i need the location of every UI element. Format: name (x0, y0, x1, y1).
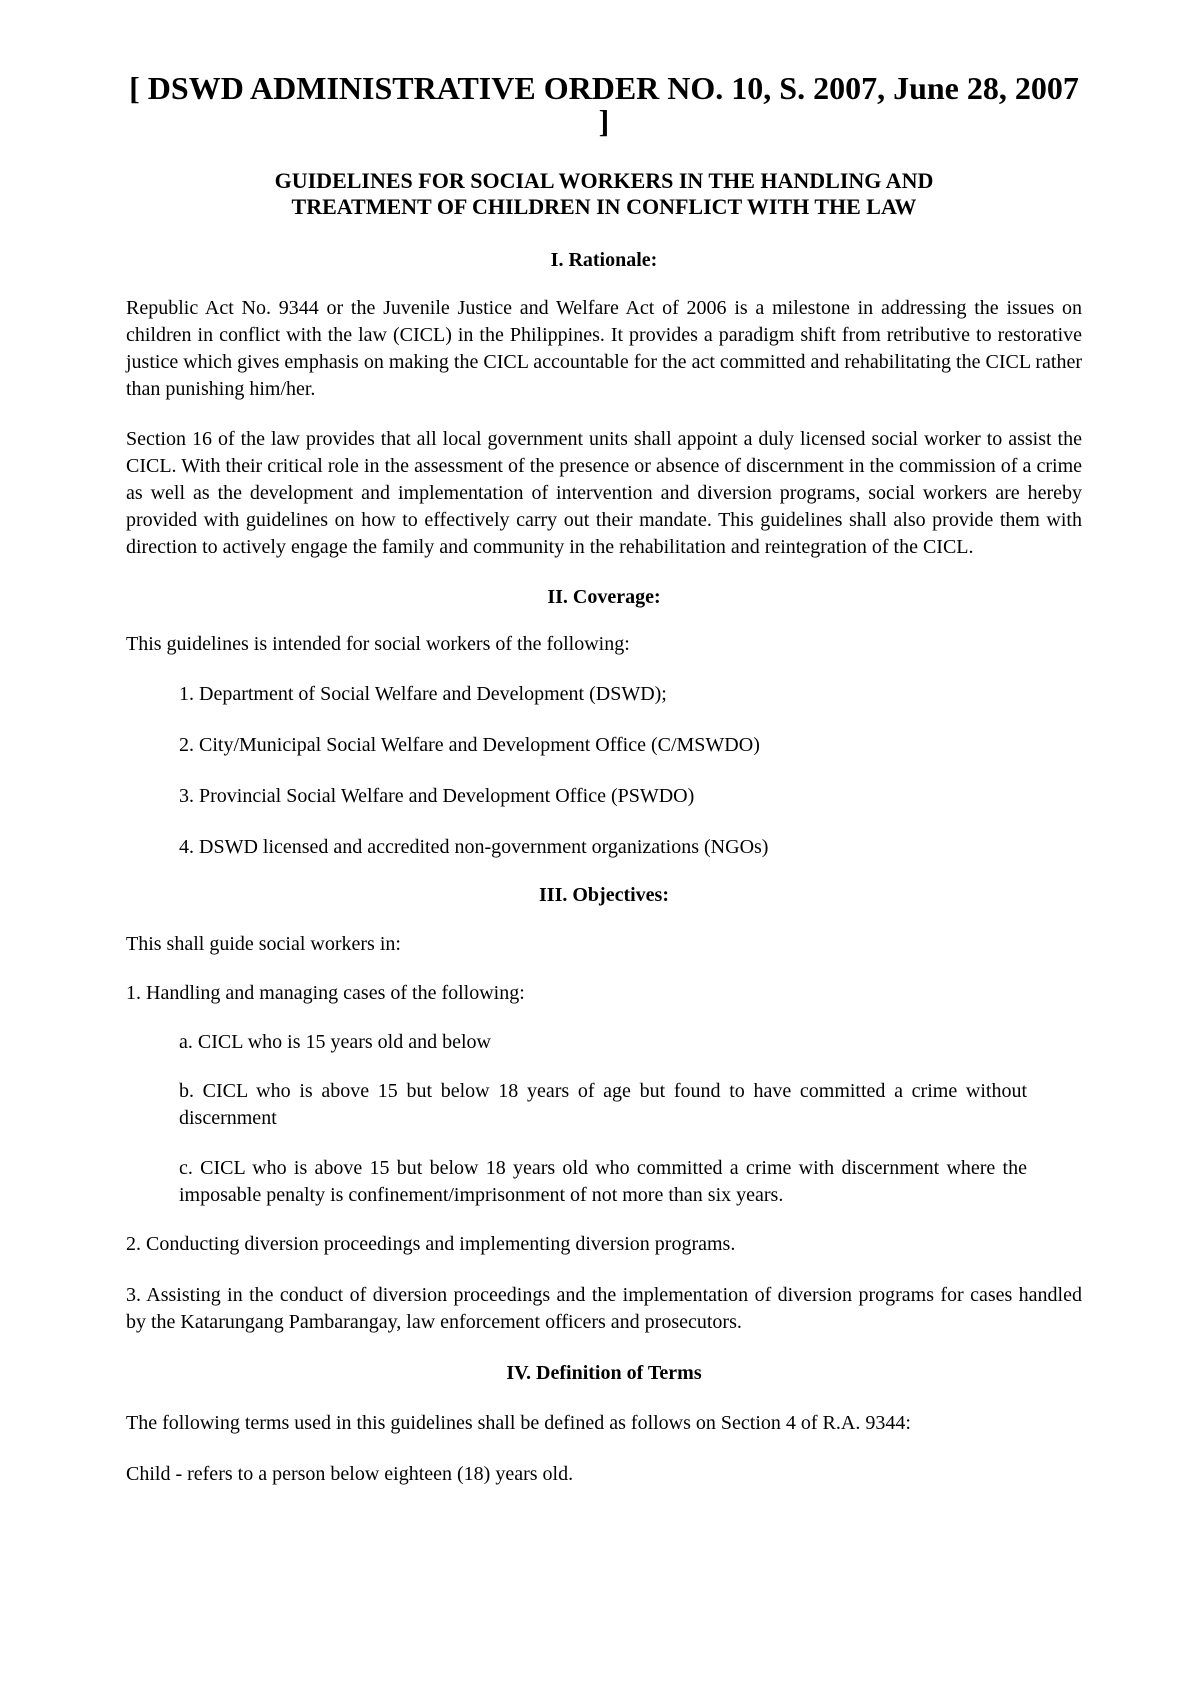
objectives-item-2: 2. Conducting diversion proceedings and implementing diversion programs. (126, 1233, 736, 1255)
document-page (126, 72, 1082, 1488)
coverage-item: 3. Provincial Social Welfare and Development Office (PSWDO) (179, 785, 695, 807)
coverage-item: 2. City/Municipal Social Welfare and Development Office (C/MSWDO) (179, 734, 760, 756)
coverage-heading: II. Coverage: (547, 586, 661, 608)
rationale-paragraph-1: Republic Act No. 9344 or the Juvenile Justice and Welfare Act of 2006 is a milestone in addressing the issues on children in conflict with the law (CICL) in the Philippines. It provides a paradigm shift from retributive to restorative justice which gives emphasis on making the CICL accountable for the act committed and rehabilitating the CICL rather than punishing him/her. (126, 297, 1082, 400)
objectives-heading: III. Objectives: (539, 884, 669, 906)
coverage-item: 1. Department of Social Welfare and Development (DSWD); (179, 683, 667, 705)
subtitle-line-1: GUIDELINES FOR SOCIAL WORKERS IN THE HANDLING AND (274, 168, 934, 193)
coverage-item: 4. DSWD licensed and accredited non-government organizations (NGOs) (179, 836, 769, 858)
document-subtitle (126, 168, 1082, 220)
definitions-heading: IV. Definition of Terms (506, 1362, 702, 1384)
objectives-item-3: 3. Assisting in the conduct of diversion proceedings and the implementation of diversion programs for cases handled by the Katarungang Pambarangay, law enforcement officers and prosecutors. (126, 1284, 1082, 1333)
objectives-sub-b: b. CICL who is above 15 but below 18 years of age but found to have committed a crime without discernment (179, 1080, 1027, 1129)
document-title: [ DSWD ADMINISTRATIVE ORDER NO. 10, S. 2007, June 28, 2007 ] (129, 70, 1079, 139)
objectives-item-1: 1. Handling and managing cases of the following: (126, 982, 525, 1004)
rationale-heading: I. Rationale: (550, 249, 658, 271)
objectives-intro: This shall guide social workers in: (126, 933, 401, 955)
objectives-sub-c: c. CICL who is above 15 but below 18 years old who committed a crime with discernment where the imposable penalty is confinement/imprisonment of not more than six years. (179, 1157, 1027, 1206)
definition-child: Child - refers to a person below eighteen (18) years old. (126, 1463, 574, 1485)
definitions-intro: The following terms used in this guidelines shall be defined as follows on Section 4 of R.A. 9344: (126, 1412, 911, 1434)
coverage-intro: This guidelines is intended for social workers of the following: (126, 633, 630, 655)
subtitle-line-2: TREATMENT OF CHILDREN IN CONFLICT WITH THE LAW (291, 194, 917, 219)
rationale-paragraph-2: Section 16 of the law provides that all local government units shall appoint a duly licensed social worker to assist the CICL. With their critical role in the assessment of the presence or absence of discernment in the commission of a crime as well as the development and implementation of intervention and diversion programs, social workers are hereby provided with guidelines on how to effectively carry out their mandate. This guidelines shall also provide them with direction to actively engage the family and community in the rehabilitation and reintegration of the CICL. (126, 428, 1082, 558)
objectives-sub-a: a. CICL who is 15 years old and below (179, 1031, 491, 1053)
